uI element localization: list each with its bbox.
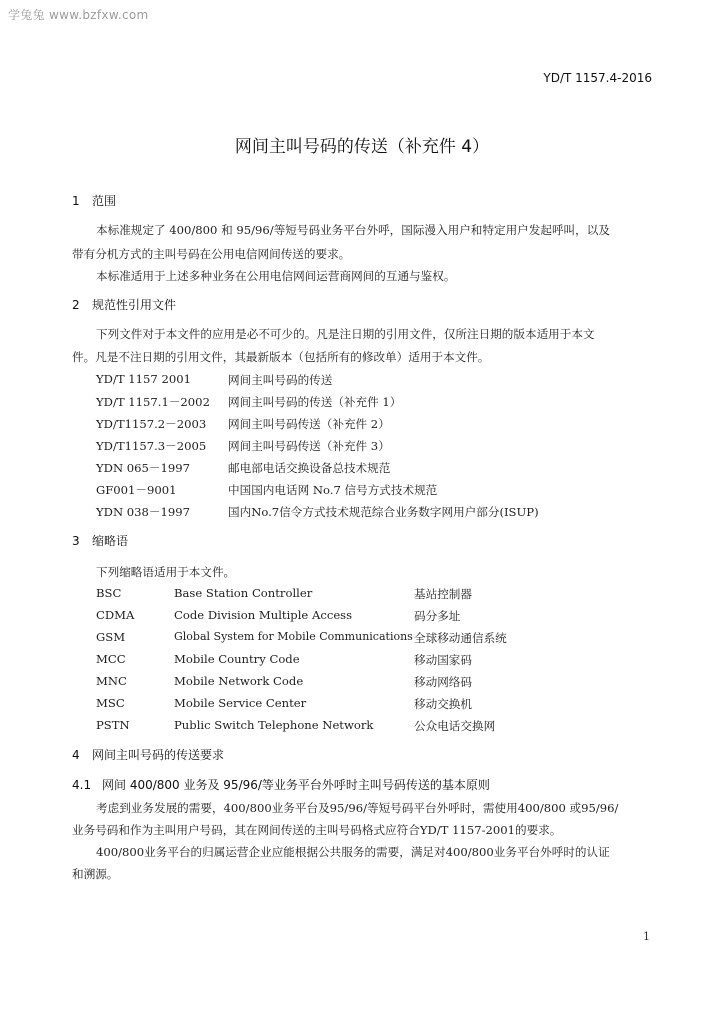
page-number: 1	[643, 930, 650, 943]
section-title: 规范性引用文件	[92, 298, 177, 312]
abbr-chinese: 移动交换机	[414, 697, 472, 711]
section-1-heading	[72, 192, 116, 209]
section-number: 1	[72, 194, 80, 208]
section-2-para-line-2: 件。凡是不注日期的引用文件，其最新版本（包括所有的修改单）适用于本文件。	[72, 350, 490, 364]
section-number: 4.1	[72, 778, 92, 792]
section-title: 缩略语	[92, 534, 129, 548]
abbr-english: Mobile Country Code	[174, 652, 300, 666]
section-3-intro: 下列缩略语适用于本文件。	[96, 565, 236, 579]
section-number: 2	[72, 298, 80, 312]
section-4-1-para-1-line-1: 考虑到业务发展的需要，400/800业务平台及95/96/等短号码平台外呼时，需使用400/800 或95/96/	[96, 801, 619, 815]
abbr-code: BSC	[96, 586, 122, 600]
abbr-english: Mobile Network Code	[174, 674, 304, 688]
ref-title: 国内No.7信令方式技术规范综合业务数字网用户部分(ISUP)	[228, 505, 539, 519]
section-2-para-line-1: 下列文件对于本文件的应用是必不可少的。凡是注日期的引用文件，仅所注日期的版本适用于本文	[96, 327, 595, 341]
section-4-1-para-2-line-1: 400/800业务平台的归属运营企业应能根据公共服务的需要，满足对400/800业务平台外呼时的认证	[96, 845, 610, 859]
site-watermark: 学兔兔 www.bzfxw.com	[8, 8, 149, 22]
abbr-chinese: 全球移动通信系统	[414, 631, 507, 645]
abbr-chinese: 公众电话交换网	[414, 719, 496, 733]
ref-code: YDN 038－1997	[96, 505, 191, 519]
ref-code: YDN 065－1997	[96, 461, 191, 475]
ref-title: 邮电部电话交换设备总技术规范	[228, 461, 391, 475]
abbr-code: CDMA	[96, 608, 135, 622]
section-4-heading	[72, 746, 224, 763]
abbr-english: Global System for Mobile Communications	[174, 630, 413, 643]
abbr-english: Public Switch Telephone Network	[174, 718, 374, 732]
abbr-chinese: 移动网络码	[414, 675, 472, 689]
abbr-code: MNC	[96, 674, 127, 688]
ref-code: YD/T 1157 2001	[96, 372, 191, 386]
abbr-code: PSTN	[96, 718, 130, 732]
ref-title: 中国国内电话网 No.7 信号方式技术规范	[228, 483, 438, 497]
ref-code: GF001－9001	[96, 483, 177, 497]
section-4-1-para-2-line-2: 和溯源。	[72, 867, 119, 881]
section-1-para-2: 本标准适用于上述多种业务在公用电信网间运营商网间的互通与鉴权。	[96, 269, 456, 283]
section-title: 网间主叫号码的传送要求	[92, 748, 225, 762]
section-1-para-1-line-1: 本标准规定了 400/800 和 95/96/等短号码业务平台外呼，国际漫入用户和特定用户发起呼叫，以及	[96, 223, 610, 237]
abbr-code: MSC	[96, 696, 125, 710]
abbr-chinese: 基站控制器	[414, 587, 472, 601]
ref-code: YD/T 1157.1－2002	[96, 395, 210, 409]
section-4-1-para-1-line-2: 业务号码和作为主叫用户号码，其在网间传送的主叫号码格式应符合YD/T 1157-2001的要求。	[72, 823, 562, 837]
section-title: 范围	[92, 194, 117, 208]
section-number: 3	[72, 534, 80, 548]
abbr-chinese: 码分多址	[414, 609, 461, 623]
ref-title: 网间主叫号码的传送	[228, 373, 333, 387]
abbr-code: MCC	[96, 652, 126, 666]
ref-code: YD/T1157.2－2003	[96, 417, 207, 431]
section-3-heading	[72, 532, 128, 549]
abbr-english: Code Division Multiple Access	[174, 608, 353, 622]
section-2-heading	[72, 296, 176, 313]
section-4-1-heading	[72, 776, 490, 793]
ref-title: 网间主叫号码传送（补充件 2）	[228, 417, 390, 431]
abbr-chinese: 移动国家码	[414, 653, 472, 667]
ref-title: 网间主叫号码传送（补充件 3）	[228, 439, 390, 453]
section-1-para-1-line-2: 带有分机方式的主叫号码在公用电信网间传送的要求。	[72, 247, 351, 261]
abbr-code: GSM	[96, 630, 126, 644]
page-title: 网间主叫号码的传送（补充件 4）	[234, 137, 490, 157]
abbr-english: Base Station Controller	[174, 586, 313, 600]
section-number: 4	[72, 748, 80, 762]
standard-number: YD/T 1157.4-2016	[543, 71, 652, 85]
abbr-english: Mobile Service Center	[174, 696, 307, 710]
section-title: 网间 400/800 业务及 95/96/等业务平台外呼时主叫号码传送的基本原则	[102, 778, 490, 792]
ref-title: 网间主叫号码的传送（补充件 1）	[228, 395, 402, 409]
ref-code: YD/T1157.3－2005	[96, 439, 207, 453]
